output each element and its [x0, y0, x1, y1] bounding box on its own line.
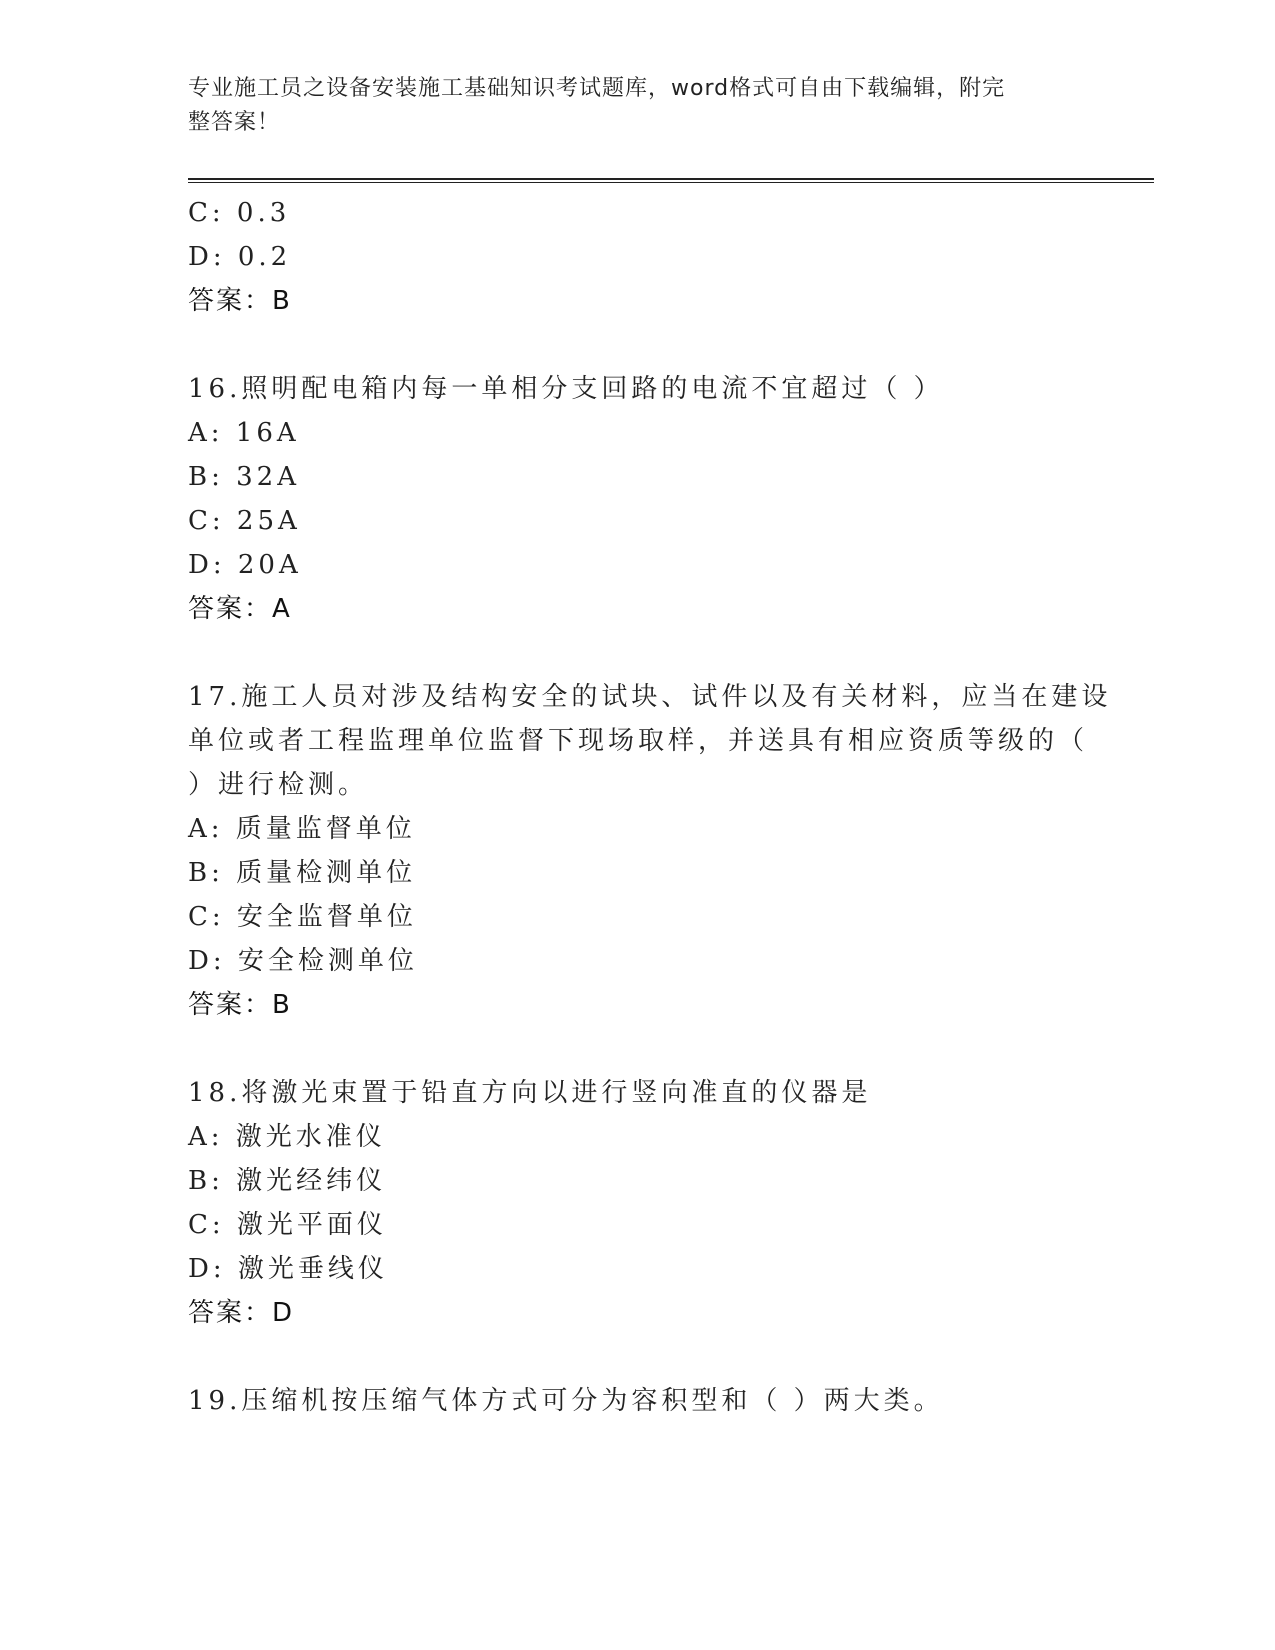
header-line-1: 专业施工员之设备安装施工基础知识考试题库，word格式可自由下载编辑，附完 [188, 76, 1006, 101]
q18-option-b: B: 激光经纬仪 [188, 1166, 387, 1196]
q16-option-b: B: 32A [188, 462, 300, 492]
q18-answer: 答案：D [188, 1298, 295, 1328]
document-header [188, 72, 1068, 140]
q17-question-line-1: 17.施工人员对涉及结构安全的试块、试件以及有关材料，应当在建设 [188, 682, 1112, 712]
q16-option-a: A: 16A [188, 418, 300, 448]
q18-option-d: D: 激光垂线仪 [188, 1254, 388, 1284]
q18-option-c: C: 激光平面仪 [188, 1210, 387, 1240]
q15-option-c: C: 0.3 [188, 198, 291, 228]
q15-option-d: D: 0.2 [188, 242, 292, 272]
q17-option-d: D: 安全检测单位 [188, 946, 418, 976]
q15-answer: 答案：B [188, 286, 292, 316]
q18-option-a: A: 激光水准仪 [188, 1122, 386, 1152]
q17-option-a: A: 质量监督单位 [188, 814, 416, 844]
q16-question: 16.照明配电箱内每一单相分支回路的电流不宜超过（ ） [188, 374, 944, 404]
q17-question-line-3: ）进行检测。 [188, 770, 369, 800]
q16-option-c: C: 25A [188, 506, 301, 536]
q16-answer: 答案：A [188, 594, 292, 624]
header-line-2: 整答案！ [188, 110, 281, 135]
q17-option-b: B: 质量检测单位 [188, 858, 417, 888]
q17-option-c: C: 安全监督单位 [188, 902, 417, 932]
header-divider-thin [188, 182, 1154, 183]
q18-question: 18.将激光束置于铅直方向以进行竖向准直的仪器是 [188, 1078, 872, 1108]
q19-question: 19.压缩机按压缩气体方式可分为容积型和（ ）两大类。 [188, 1386, 944, 1416]
q17-answer: 答案：B [188, 990, 292, 1020]
q16-option-d: D: 20A [188, 550, 302, 580]
header-divider-thick [188, 178, 1154, 180]
q17-question-line-2: 单位或者工程监理单位监督下现场取样，并送具有相应资质等级的（ [188, 726, 1089, 756]
